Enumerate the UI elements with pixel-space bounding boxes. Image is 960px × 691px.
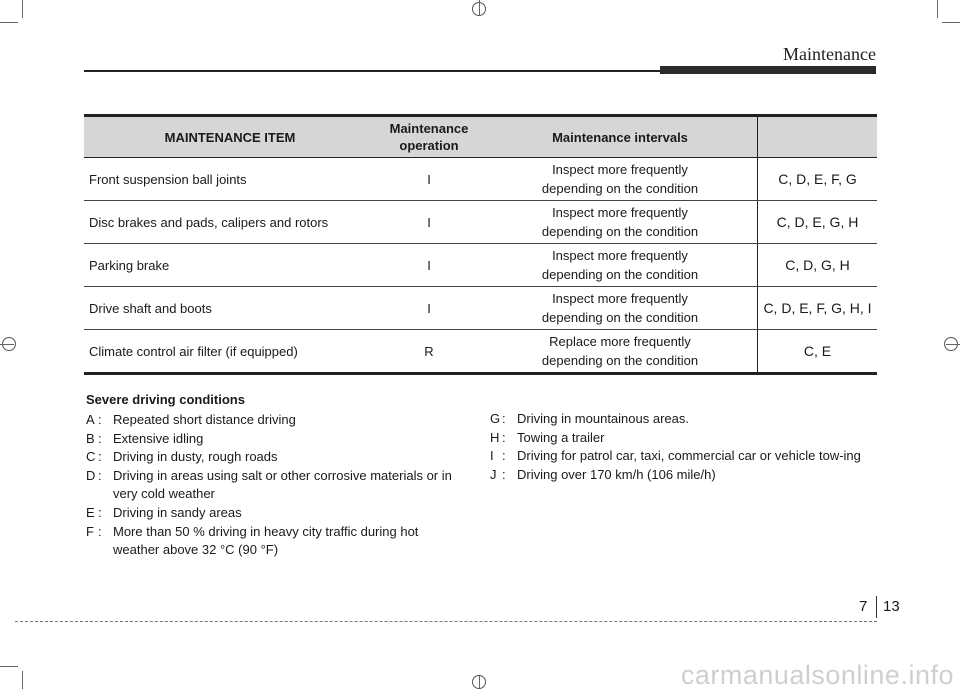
condition-separator: : [502, 411, 506, 426]
condition-item [86, 430, 466, 449]
watermark: carmanualsonline.info [680, 660, 954, 690]
section-title: Maintenance [783, 44, 876, 64]
interval-line: Inspect more frequently [552, 205, 688, 220]
item-cell: Drive shaft and boots [84, 287, 375, 330]
conditions-list-right [490, 410, 880, 484]
condition-letter: C [86, 449, 96, 465]
condition-separator: : [502, 448, 506, 464]
interval-cell [483, 330, 758, 374]
maintenance-table [84, 114, 877, 375]
condition-item [490, 447, 880, 466]
table-row [84, 244, 877, 287]
condition-item [86, 523, 466, 560]
chapter-number: 7 [859, 598, 868, 615]
severe-conditions-title: Severe driving conditions [86, 392, 245, 407]
conditions-cell: C, E [758, 330, 878, 374]
registration-mark [472, 2, 486, 16]
condition-letter: H [490, 429, 500, 445]
crop-mark [22, 671, 23, 689]
condition-letter: I [490, 448, 494, 464]
column-header-operation: Maintenance operation [375, 116, 483, 158]
registration-mark [944, 337, 958, 351]
footer-rule [15, 621, 877, 622]
interval-cell [483, 201, 758, 244]
interval-line: depending on the condition [541, 310, 699, 325]
column-header-intervals: Maintenance intervals [483, 116, 758, 158]
table-header-row [84, 116, 877, 158]
condition-text: Driving in areas using salt or other corrosive materials or in very cold weather [113, 467, 452, 502]
condition-letter: G [490, 411, 501, 426]
condition-item [86, 504, 466, 523]
condition-letter: D [86, 467, 96, 483]
condition-letter: F [86, 523, 94, 539]
interval-line: Inspect more frequently [552, 291, 688, 306]
condition-text: More than 50 % driving in heavy city traffic during hot weather above 32 °C (90 °F) [113, 523, 419, 558]
condition-item [86, 467, 466, 504]
item-cell: Climate control air filter (if equipped) [84, 330, 375, 374]
table-row [84, 201, 877, 244]
crop-mark [942, 22, 960, 23]
conditions-cell: C, D, E, F, G [758, 158, 878, 201]
item-cell: Disc brakes and pads, calipers and rotors [84, 201, 375, 244]
condition-letter: J [490, 466, 497, 482]
condition-letter: B [86, 430, 95, 446]
column-header-item: MAINTENANCE ITEM [84, 116, 375, 158]
condition-item [86, 448, 466, 467]
interval-line: depending on the condition [541, 224, 699, 239]
item-cell: Front suspension ball joints [84, 158, 375, 201]
interval-line: Replace more frequently [549, 334, 691, 349]
interval-cell [483, 244, 758, 287]
page-number: 13 [883, 598, 900, 615]
condition-text: Extensive idling [113, 430, 204, 446]
condition-letter: A [86, 412, 95, 427]
interval-line: Inspect more frequently [552, 248, 688, 263]
condition-separator: : [98, 430, 102, 446]
item-cell: Parking brake [84, 244, 375, 287]
table-row [84, 330, 877, 374]
condition-separator: : [98, 412, 102, 427]
condition-text: Driving in mountainous areas. [517, 411, 689, 426]
condition-text: Towing a trailer [517, 429, 605, 445]
table-row [84, 287, 877, 330]
condition-item [490, 410, 880, 429]
condition-separator: : [98, 467, 102, 483]
operation-cell: I [375, 201, 483, 244]
condition-text: Driving for patrol car, taxi, commercial car or vehicle tow-ing [517, 448, 861, 464]
condition-separator: : [502, 429, 506, 445]
condition-separator: : [98, 449, 102, 465]
header-bar [660, 66, 876, 74]
interval-cell [483, 158, 758, 201]
conditions-cell: C, D, E, G, H [758, 201, 878, 244]
condition-separator: : [98, 504, 102, 520]
condition-text: Driving in dusty, rough roads [113, 449, 278, 465]
interval-line: depending on the condition [541, 267, 699, 282]
page-number-divider [876, 596, 877, 618]
crop-mark [0, 666, 18, 667]
condition-separator: : [98, 523, 102, 539]
condition-text: Driving over 170 km/h (106 mile/h) [517, 466, 716, 482]
crop-mark [22, 0, 23, 18]
condition-letter: E [86, 504, 95, 520]
conditions-cell: C, D, G, H [758, 244, 878, 287]
registration-mark [2, 337, 16, 351]
condition-item [86, 411, 466, 430]
conditions-cell: C, D, E, F, G, H, I [758, 287, 878, 330]
operation-cell: I [375, 287, 483, 330]
header-rule [84, 70, 662, 72]
operation-cell: R [375, 330, 483, 374]
interval-line: depending on the condition [541, 181, 699, 196]
interval-cell [483, 287, 758, 330]
interval-line: depending on the condition [541, 353, 699, 368]
condition-item [490, 429, 880, 448]
condition-text: Driving in sandy areas [113, 504, 242, 520]
registration-mark [472, 675, 486, 689]
column-header-conditions [758, 116, 878, 158]
operation-cell: I [375, 158, 483, 201]
crop-mark [937, 0, 938, 18]
table-row [84, 158, 877, 201]
condition-text: Repeated short distance driving [113, 412, 296, 427]
condition-separator: : [502, 466, 506, 482]
conditions-list-left [86, 411, 466, 560]
crop-mark [0, 22, 18, 23]
interval-line: Inspect more frequently [552, 162, 688, 177]
condition-item [490, 466, 880, 485]
operation-cell: I [375, 244, 483, 287]
